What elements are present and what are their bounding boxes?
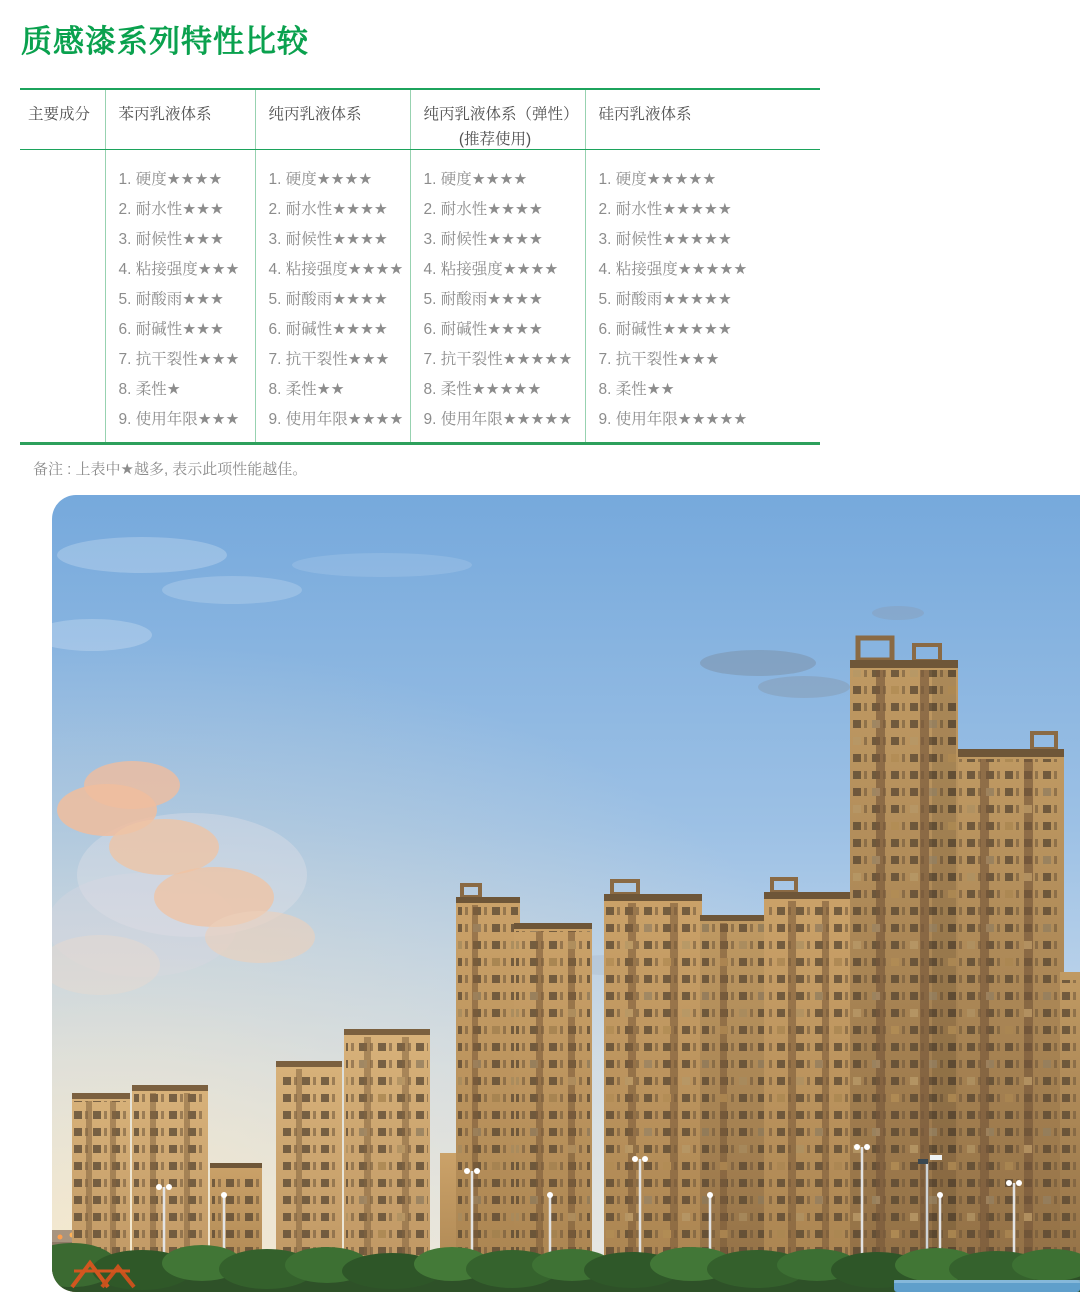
rating-item: 5. 耐酸雨★★★★: [423, 291, 543, 308]
rating-item: 2. 耐水性★★★★: [423, 201, 543, 218]
rating-item: 4. 粘接强度★★★: [118, 261, 240, 278]
ratings-cell-1: [105, 150, 255, 444]
rating-item: 3. 耐候性★★★: [118, 231, 224, 248]
column-header-subtitle: (推荐使用): [458, 131, 532, 148]
paint-comparison-table: [20, 88, 820, 445]
rating-item: 3. 耐候性★★★★★: [598, 231, 732, 248]
rating-item: 9. 使用年限★★★★: [268, 411, 404, 428]
column-header-label: 硅丙乳液体系: [598, 106, 692, 123]
rating-item: 1. 硬度★★★★★: [598, 171, 717, 188]
rating-item: 8. 柔性★★: [268, 381, 345, 398]
column-header-3: [410, 89, 585, 150]
rating-item: 4. 粘接强度★★★★★: [598, 261, 748, 278]
rating-item: 5. 耐酸雨★★★: [118, 291, 224, 308]
city-buildings-photo: [52, 495, 1080, 1292]
rating-item: 7. 抗干裂性★★★: [598, 351, 720, 368]
rating-item: 2. 耐水性★★★★: [268, 201, 388, 218]
rating-item: 8. 柔性★: [118, 381, 181, 398]
column-header-1: [105, 89, 255, 150]
rating-item: 3. 耐候性★★★★: [423, 231, 543, 248]
column-header-4: [585, 89, 820, 150]
rating-item: 2. 耐水性★★★: [118, 201, 224, 218]
rating-item: 5. 耐酸雨★★★★★: [598, 291, 732, 308]
rating-item: 7. 抗干裂性★★★: [268, 351, 390, 368]
rating-item: 9. 使用年限★★★★★: [423, 411, 573, 428]
rating-item: 1. 硬度★★★★: [423, 171, 528, 188]
rating-item: 8. 柔性★★: [598, 381, 675, 398]
column-header-label: 苯丙乳液体系: [118, 106, 212, 123]
rating-item: 7. 抗干裂性★★★★★: [423, 351, 573, 368]
rating-item: 3. 耐候性★★★★: [268, 231, 388, 248]
page-title: 质感漆系列特性比较: [21, 24, 309, 59]
city-buildings-illustration: [52, 495, 1080, 1292]
rating-item: 5. 耐酸雨★★★★: [268, 291, 388, 308]
column-header-label: 纯丙乳液体系: [268, 106, 362, 123]
rating-item: 6. 耐碱性★★★★: [423, 321, 543, 338]
rating-item: 6. 耐碱性★★★★★: [598, 321, 732, 338]
rating-item: 4. 粘接强度★★★★: [268, 261, 404, 278]
ratings-cell-3: [410, 150, 585, 444]
rating-item: 9. 使用年限★★★★★: [598, 411, 748, 428]
table-body-row: [20, 150, 820, 444]
rating-item: 6. 耐碱性★★★★: [268, 321, 388, 338]
corner-body-cell: [20, 150, 105, 444]
table-header-row: [20, 89, 820, 150]
rating-item: 8. 柔性★★★★★: [423, 381, 542, 398]
column-header-label: 纯丙乳液体系（弹性）: [423, 106, 579, 123]
rating-item: 1. 硬度★★★★: [268, 171, 373, 188]
table-note: 备注 : 上表中★越多, 表示此项性能越佳。: [33, 461, 308, 478]
rating-item: 9. 使用年限★★★: [118, 411, 240, 428]
rating-item: 1. 硬度★★★★: [118, 171, 223, 188]
ratings-cell-2: [255, 150, 410, 444]
corner-header: 主要成分: [20, 89, 105, 150]
rating-item: 4. 粘接强度★★★★: [423, 261, 559, 278]
column-header-2: [255, 89, 410, 150]
rating-item: 6. 耐碱性★★★: [118, 321, 224, 338]
ratings-cell-4: [585, 150, 820, 444]
rating-item: 2. 耐水性★★★★★: [598, 201, 732, 218]
rating-item: 7. 抗干裂性★★★: [118, 351, 240, 368]
